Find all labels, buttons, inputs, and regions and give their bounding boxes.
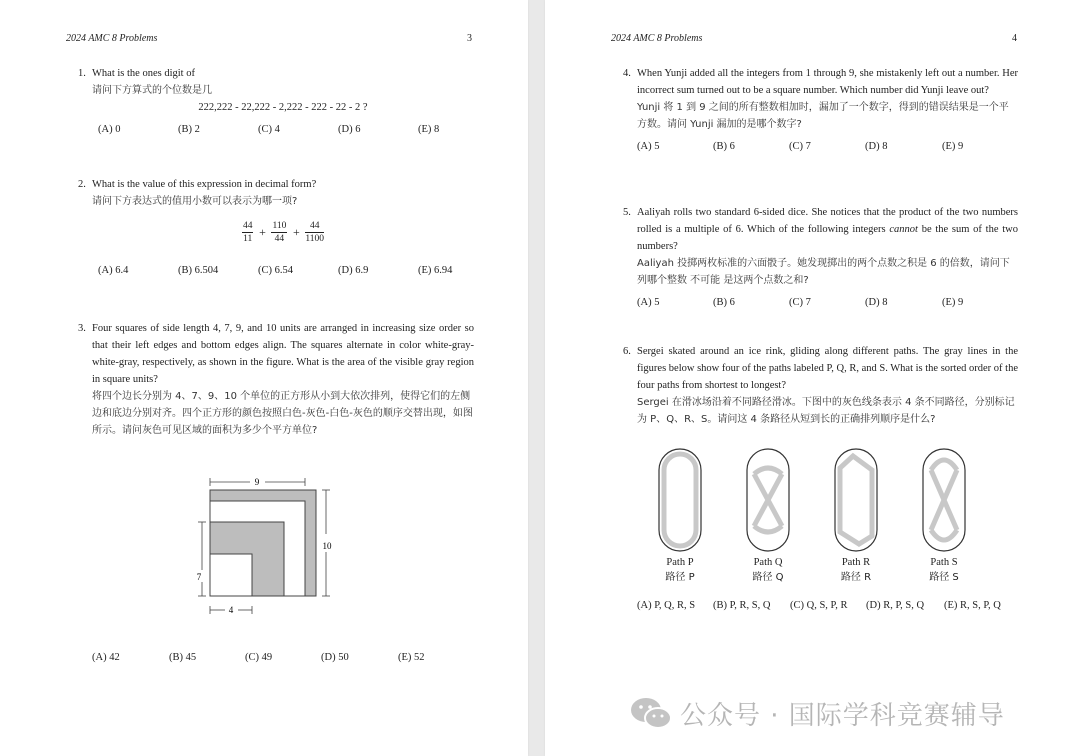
- choice-e: (E) 8: [418, 124, 440, 135]
- path-q-label: Path Q 路径 Q: [752, 557, 784, 583]
- problem-6-choices: [637, 597, 1027, 614]
- choice-e: (E) R, S, P, Q: [944, 600, 1001, 611]
- choice-d: (D) 50: [321, 652, 349, 663]
- choice-d: (D) 8: [865, 141, 888, 152]
- choice-b: (B) 6.504: [178, 265, 219, 276]
- watermark-text: 公众号 · 国际学科竞赛辅导: [680, 700, 1005, 731]
- problem-text-en: What is the value of this expression in decimal form?: [92, 179, 317, 190]
- problem-text-en: Four squares of side length 4, 7, 9, and 10 units are arranged in increasing size order so that their left edges and bottom edges align. The squares alternate in color white-gray-white-gray, respectively, as shown in the figure. What is the area of the visible gray region in square units?: [92, 323, 474, 385]
- path-q-figure: [747, 449, 789, 551]
- answer-choices: [92, 262, 474, 279]
- paths-figure: [653, 444, 993, 556]
- page-3: [0, 0, 528, 756]
- problem-number: 3.: [78, 323, 86, 334]
- problem-number: 1.: [78, 68, 86, 79]
- page-header: 2024 AMC 8 Problems: [66, 33, 158, 44]
- problem-number: 4.: [623, 68, 631, 79]
- choice-e: (E) 9: [942, 297, 964, 308]
- choice-a: (A) 5: [637, 141, 660, 152]
- choice-c: (C) 4: [258, 124, 280, 135]
- choice-c: (C) 7: [789, 141, 811, 152]
- path-p-label: Path P 路径 P: [665, 557, 695, 583]
- choice-b: (B) 6: [713, 141, 735, 152]
- choice-e: (E) 52: [398, 652, 425, 663]
- problem-text-zh: 请问下方表达式的值用小数可以表示为哪一项?: [92, 196, 298, 207]
- answer-choices: [637, 138, 1018, 155]
- choice-c: (C) 49: [245, 652, 273, 663]
- expression: 222,222 - 22,222 - 2,222 - 222 - 22 - 2 ?: [198, 102, 368, 113]
- path-p-figure: [659, 449, 701, 551]
- problem-3: [78, 320, 474, 439]
- problem-number: 2.: [78, 179, 86, 190]
- problem-number: 6.: [623, 346, 631, 357]
- answer-choices: [92, 649, 474, 666]
- choice-a: (A) P, Q, R, S: [637, 600, 696, 611]
- fraction-2: $\frac{110}{44}$: [272, 221, 287, 244]
- problem-text-zh: 将四个边长分别为 4、7、9、10 个单位的正方形从小到大依次排列，使得它们的左侧边和底边分别对齐。四个正方形的颜色按照白色-灰色-白色-灰色的顺序交替出现，如图所示。请问灰色可见区域的面积为多少个平方单位?: [92, 391, 473, 436]
- choice-a: (A) 6.4: [98, 265, 129, 276]
- page-header: 2024 AMC 8 Problems: [611, 33, 703, 44]
- problem-text-en: Aaliyah rolls two standard 6-sided dice. She notices that the product of the two numbers rolled is a multiple of 6. Which of the following integers cannot be the sum of the two numbers?: [637, 207, 1018, 252]
- problem-text-en: Sergei skated around an ice rink, gliding along different paths. The gray lines in the figures below show four of the paths labeled P, Q, R, and S. What is the sorted order of the four paths from shortest to longest?: [637, 346, 1018, 391]
- choice-b: (B) 45: [169, 652, 197, 663]
- answer-choices: [637, 294, 1018, 311]
- problem-4: [623, 65, 1018, 155]
- choice-a: (A) 5: [637, 297, 660, 308]
- choice-b: (B) 6: [713, 297, 735, 308]
- choice-a: (A) 0: [98, 124, 121, 135]
- choice-d: (D) 8: [865, 297, 888, 308]
- path-s-label: Path S 路径 S: [929, 557, 959, 583]
- wechat-icon: [628, 693, 674, 733]
- problem-text-zh: Yunji 将 1 到 9 之间的所有整数相加时，漏加了一个数字，得到的错误结果是一个平方数。请问 Yunji 漏加的是哪个数字?: [637, 102, 1009, 130]
- problem-1: [78, 65, 474, 138]
- label-7: 7: [196, 572, 202, 582]
- choice-b: (B) P, R, S, Q: [713, 600, 771, 611]
- choice-b: (B) 2: [178, 124, 200, 135]
- label-10: 10: [322, 541, 332, 551]
- label-4: 4: [228, 605, 234, 615]
- choice-e: (E) 9: [942, 141, 964, 152]
- choice-c: (C) Q, S, P, R: [790, 600, 848, 611]
- watermark: [628, 693, 1005, 733]
- problem-text-zh: 请问下方算式的个位数是几: [92, 85, 212, 96]
- fraction-1: $\frac{44}{11}$: [242, 221, 253, 244]
- choice-c: (C) 7: [789, 297, 811, 308]
- page-4: [545, 0, 1080, 756]
- answer-choices: [637, 597, 1027, 614]
- fraction-3: $\frac{44}{1100}$: [305, 221, 325, 244]
- page-number: 3: [467, 33, 472, 44]
- answer-choices: [92, 121, 474, 138]
- page-number: 4: [1012, 33, 1017, 44]
- squares-figure: [190, 470, 350, 620]
- square-4-white: [210, 554, 252, 596]
- problem-text-zh: Sergei 在滑冰场沿着不同路径滑冰。下图中的灰色线条表示 4 条不同路径，分别标记为 P、Q、R、S。请问这 4 条路径从短到长的正确排列顺序是什么?: [637, 397, 1015, 425]
- problem-3-choices: [92, 649, 474, 666]
- problem-text-zh: Aaliyah 投掷两枚标准的六面骰子。她发现掷出的两个点数之积是 6 的倍数，请问下列哪个整数 不可能 是这两个点数之和?: [637, 258, 1010, 286]
- problem-6: [623, 343, 1018, 428]
- problem-number: 5.: [623, 207, 631, 218]
- problem-text-en: What is the ones digit of: [92, 68, 195, 79]
- problem-2: [78, 176, 474, 279]
- path-r-figure: [835, 449, 877, 551]
- fraction-expression: $\frac{44}{11}$ + $\frac{110}{44}$ + $\frac{44}{1100}$: [242, 221, 325, 244]
- path-r-label: Path R 路径 R: [840, 557, 872, 583]
- problem-5: [623, 204, 1018, 311]
- choice-c: (C) 6.54: [258, 265, 293, 276]
- choice-d: (D) 6: [338, 124, 361, 135]
- path-s-figure: [923, 449, 965, 551]
- choice-e: (E) 6.94: [418, 265, 453, 276]
- problem-text-en: When Yunji added all the integers from 1 through 9, she mistakenly left out a number. Her incorrect sum turned out to be a square number. Which number did Yunji leave out?: [637, 68, 1018, 96]
- choice-d: (D) R, P, S, Q: [866, 600, 925, 611]
- choice-d: (D) 6.9: [338, 265, 369, 276]
- label-9: 9: [254, 477, 260, 487]
- choice-a: (A) 42: [92, 652, 120, 663]
